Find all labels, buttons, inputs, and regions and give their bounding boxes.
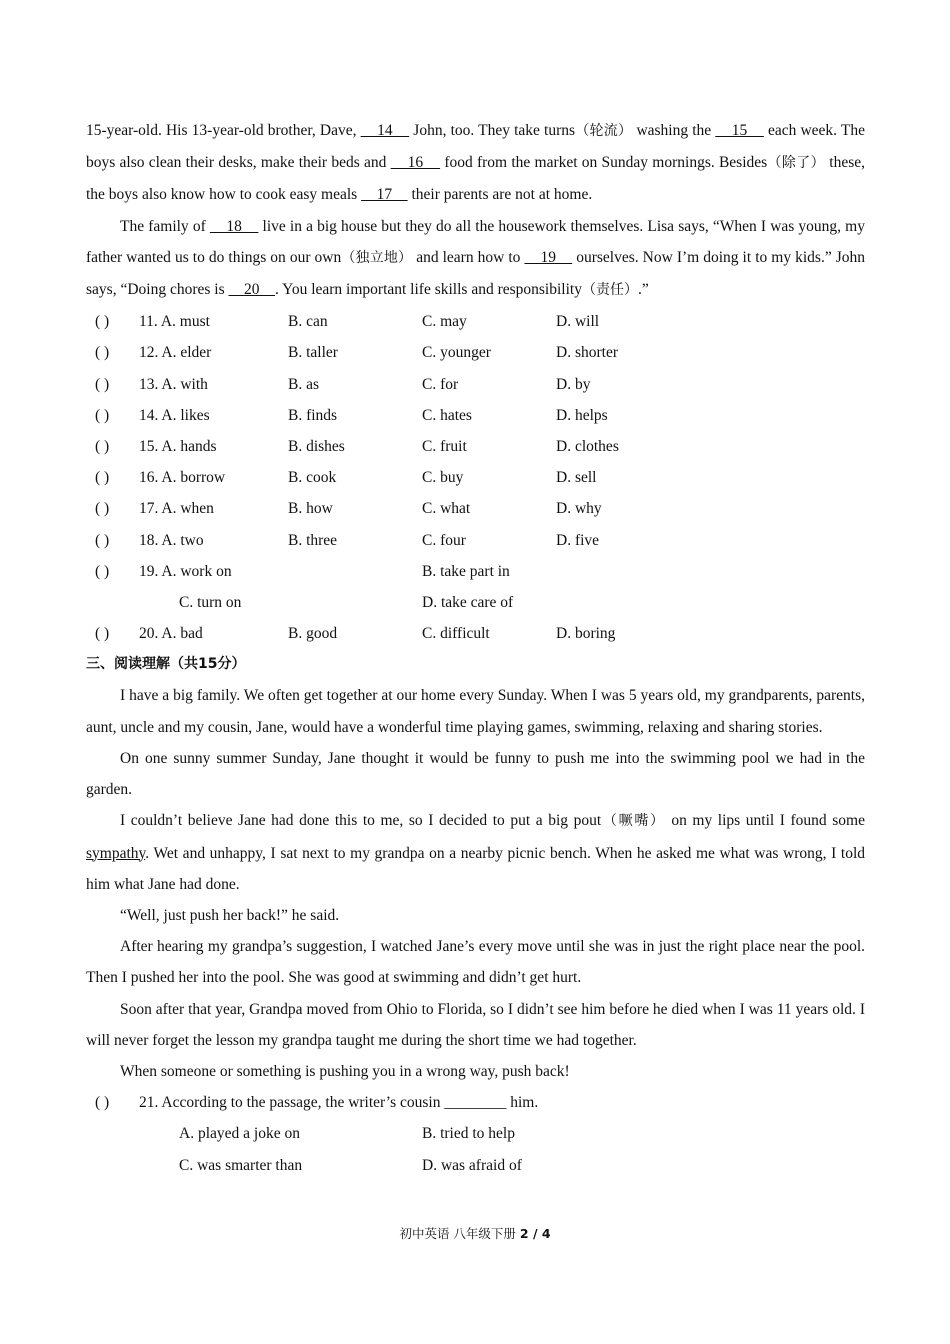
option-c: C. difficult [422, 625, 490, 643]
chinese-gloss: （责任） [581, 282, 638, 299]
answer-bracket[interactable]: ( ) [95, 406, 110, 424]
text: and learn how to [412, 248, 525, 266]
option-c: C. turn on [179, 593, 242, 611]
answer-bracket[interactable]: ( ) [95, 562, 110, 580]
option-c: C. for [422, 375, 459, 393]
reading-paragraph: On one sunny summer Sunday, Jane thought it would be funny to push me into the swimming pool we had in the garden. [86, 749, 865, 799]
option-b: B. as [288, 375, 319, 393]
option-a: 14. A. likes [139, 406, 210, 424]
option-b: B. dishes [288, 437, 345, 455]
blank-17: 17 [361, 186, 408, 204]
answer-bracket[interactable]: ( ) [95, 469, 110, 487]
option-a: 18. A. two [139, 531, 204, 549]
option-a: 13. A. with [139, 375, 208, 393]
option-b: B. three [288, 531, 338, 549]
answer-bracket[interactable]: ( ) [95, 531, 110, 549]
option-a: 20. A. bad [139, 625, 203, 643]
text: . You learn important life skills and responsibility [275, 281, 582, 299]
reading-paragraph: Soon after that year, Grandpa moved from Ohio to Florida, so I didn’t see him before he died when I was 11 years old. I will never forget the lesson my grandpa taught me during the short time we had together. [86, 1000, 865, 1049]
question-11 [86, 306, 865, 337]
text: The family of [120, 217, 210, 235]
option-d: D. boring [556, 625, 616, 643]
option-a: 17. A. when [139, 500, 214, 518]
answer-bracket[interactable]: ( ) [95, 500, 110, 518]
chinese-gloss: （轮流） [575, 123, 633, 139]
question-15 [86, 431, 865, 462]
option-b: B. cook [288, 469, 337, 487]
option-d: D. by [556, 375, 591, 393]
question-21-options-2 [86, 1150, 865, 1181]
question-list [86, 306, 865, 649]
page-footer [0, 1224, 950, 1242]
option-a: 12. A. elder [139, 344, 212, 362]
answer-bracket[interactable]: ( ) [95, 344, 110, 362]
question-21 [86, 1087, 865, 1118]
cloze-paragraph-1 [86, 115, 865, 211]
text: I couldn’t believe Jane had done this to me, so I decided to put a big pout [120, 812, 602, 830]
option-d: D. take care of [422, 593, 514, 611]
answer-bracket[interactable]: ( ) [95, 625, 110, 643]
answer-bracket[interactable]: ( ) [95, 1094, 110, 1112]
option-d: D. helps [556, 406, 608, 424]
question-stem: 21. According to the passage, the writer’s cousin ________ him. [139, 1094, 539, 1112]
option-c: C. was smarter than [179, 1156, 303, 1174]
text: . Wet and unhappy, I sat next to my grandpa on a nearby picnic bench. When he asked me what was wrong, I told him what Jane had done. [86, 844, 865, 893]
option-a: 16. A. borrow [139, 469, 226, 487]
option-c: C. fruit [422, 437, 467, 455]
text: John, too. They take turns [409, 122, 576, 139]
text: these, the boys also know how to cook easy meals [86, 154, 865, 204]
option-d: D. was afraid of [422, 1156, 522, 1174]
option-a: 11. A. must [139, 313, 210, 331]
question-20 [86, 618, 865, 649]
reading-paragraph: “Well, just push her back!” he said. [120, 906, 340, 924]
page-number: 2 / 4 [519, 1226, 551, 1241]
option-a: 15. A. hands [139, 437, 217, 455]
option-b: B. good [288, 625, 338, 643]
option-c: C. what [422, 500, 471, 518]
text: 15-year-old. His 13-year-old brother, Dave, [86, 122, 361, 139]
option-d: D. shorter [556, 344, 618, 362]
reading-paragraph: I have a big family. We often get together at our home every Sunday. When I was 5 years old, my grandparents, parents, aunt, uncle and my cousin, Jane, would have a wonderful time playing games, swimming, relaxing and sharing stories. [86, 687, 865, 736]
question-12 [86, 337, 865, 368]
option-b: B. take part in [422, 562, 510, 580]
option-b: B. finds [288, 406, 338, 424]
option-d: D. five [556, 531, 600, 549]
option-a: A. played a joke on [179, 1125, 300, 1143]
option-c: C. younger [422, 344, 491, 362]
question-18 [86, 525, 865, 556]
text: live in a big house but they do all the housework themselves. Lisa says, “When I was young, my father wanted us to do things on our own [86, 217, 865, 266]
text: their parents are not at home. [407, 186, 593, 204]
text: each week. The boys also clean their desks, make their beds and [86, 122, 865, 172]
answer-bracket[interactable]: ( ) [95, 375, 110, 393]
question-19 [86, 556, 865, 587]
question-21-options-1 [86, 1118, 865, 1149]
option-c: C. buy [422, 469, 464, 487]
question-13 [86, 369, 865, 400]
question-14 [86, 400, 865, 431]
text: food from the market on Sunday mornings. Besides [440, 154, 768, 172]
text: .” [637, 281, 649, 299]
option-b: B. tried to help [422, 1125, 515, 1143]
blank-20: 20 [228, 281, 275, 299]
reading-paragraph: After hearing my grandpa’s suggestion, I watched Jane’s every move until she was in just the right place near the pool. Then I pushed her into the pool. She was good at swimming and didn’t get hurt. [86, 938, 865, 987]
option-d: D. why [556, 500, 602, 518]
chinese-gloss: （独立地） [341, 249, 413, 266]
blank-19: 19 [524, 248, 573, 266]
blank-15: 15 [715, 122, 764, 139]
footer-label: 初中英语 八年级下册 [399, 1226, 520, 1241]
option-b: B. can [288, 313, 328, 331]
question-19-cont [86, 587, 865, 618]
question-16 [86, 462, 865, 493]
option-b: B. how [288, 500, 333, 518]
option-d: D. sell [556, 469, 597, 487]
blank-14: 14 [360, 122, 410, 139]
blank-16: 16 [390, 154, 441, 172]
reading-paragraph [86, 805, 865, 900]
option-c: C. four [422, 531, 466, 549]
text: ourselves. Now I’m doing it to my kids.” John says, “Doing chores is [86, 248, 866, 299]
option-c: C. may [422, 313, 467, 331]
option-d: D. clothes [556, 437, 619, 455]
option-c: C. hates [422, 406, 472, 424]
option-a: 19. A. work on [139, 562, 232, 580]
section-heading: 三、阅读理解（共15分） [86, 656, 246, 673]
text: washing the [632, 122, 716, 139]
cloze-paragraph-2 [86, 211, 865, 307]
document-page [86, 115, 865, 1181]
chinese-gloss: （除了） [767, 155, 826, 172]
reading-paragraph: When someone or something is pushing you in a wrong way, push back! [120, 1062, 570, 1080]
option-d: D. will [556, 313, 600, 331]
answer-bracket[interactable]: ( ) [95, 437, 110, 455]
question-17 [86, 493, 865, 524]
text: on my lips until I found some [665, 812, 865, 830]
option-b: B. taller [288, 344, 338, 362]
chinese-gloss: （噘嘴） [601, 813, 666, 830]
blank-18: 18 [209, 217, 259, 235]
underlined-word: sympathy [86, 844, 146, 862]
answer-bracket[interactable]: ( ) [95, 313, 110, 331]
